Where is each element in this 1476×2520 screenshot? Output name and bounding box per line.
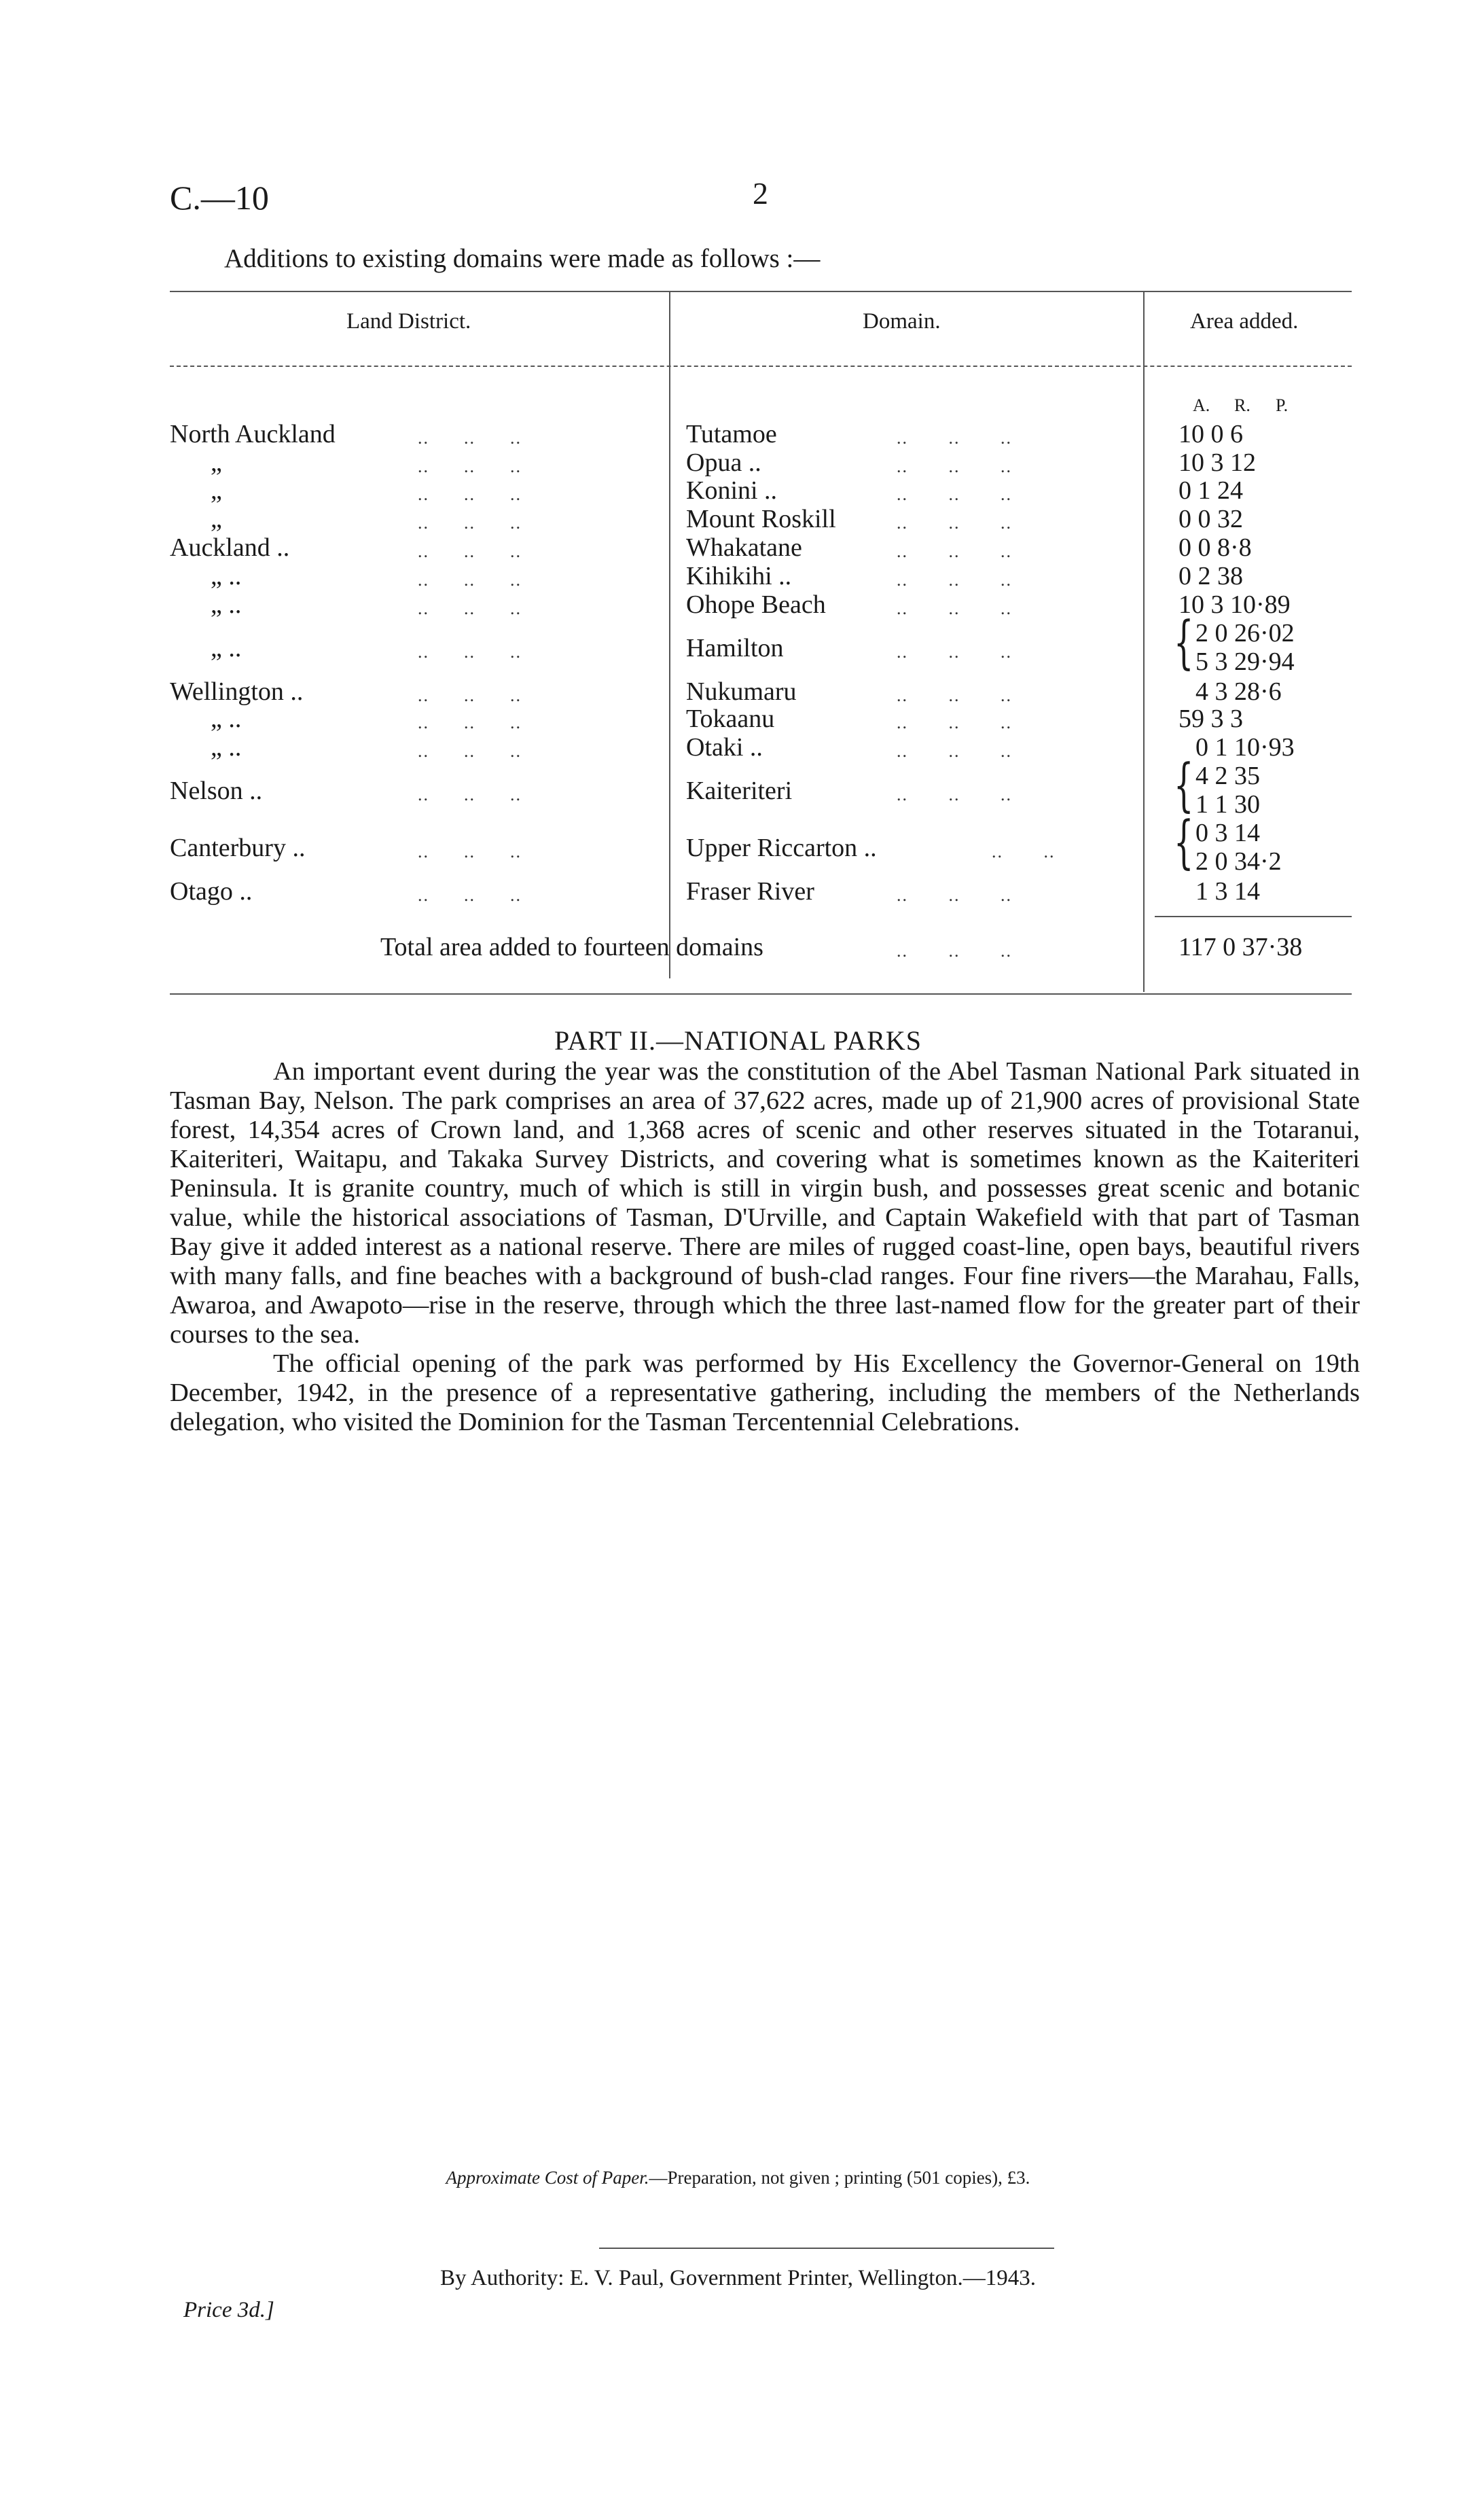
domain-cell: Kaiteriteri (686, 777, 793, 805)
leader-dots: .. .. .. (897, 513, 1012, 533)
leader-dots: .. .. .. (897, 428, 1012, 448)
paragraph: The official opening of the park was performed by His Excellency the Governor-General on 19th December, 1942, in the presence of a representative gathering, including the members of the Netherlands delegation, who visited the Dominion for the Tasman Tercentennial Celebrations. (170, 1349, 1360, 1436)
brace-icon: { (1174, 609, 1194, 675)
district-cell: „ .. (211, 733, 242, 762)
area-cell: 10 0 6 (1178, 420, 1243, 448)
district-cell: Auckland .. (170, 533, 290, 562)
page-number: 2 (753, 176, 768, 211)
area-cell: 4 3 28·6 (1195, 677, 1282, 706)
leader-dots: .. .. .. (897, 484, 1012, 504)
paragraph: An important event during the year was the constitution of the Abel Tasman National Park situated in Tasman Bay, Nelson. The park comprises an area of 37,622 acres, made up of 21,900 acres of provisional State forest, 14,354 acres of Crown land, and 1,368 acres of scenic and other reserves situated in the Totaranui, Kaiteriteri, Waitapu, and Takaka Survey Districts, and covering what is sometimes known as the Kaiteriteri Peninsula. It is granite country, much of which is still in virgin bush, and possesses great scenic and botanic value, while the historical associations of Tasman, D'Urville, and Captain Wakefield with that part of Tasman Bay give it added interest as a national reserve. There are miles of rugged coast-line, open bays, beautiful rivers with many falls, and fine beaches with a background of bush-clad ranges. Four fine rivers—the Marahau, Falls, Awaroa, and Awapoto—rise in the reserve, through which the three last-named flow for the greater part of their courses to the sea. (170, 1057, 1360, 1349)
table-top-rule (170, 291, 1352, 292)
leader-dots: .. .. .. (418, 542, 522, 561)
leader-dots: .. .. .. (418, 599, 522, 618)
area-cell: 0 2 38 (1178, 562, 1243, 590)
area-cell: 2 0 26·02 (1195, 619, 1295, 647)
leader-dots: .. .. (992, 842, 1056, 862)
header-domain: Domain. (863, 309, 941, 334)
leader-dots: .. .. .. (897, 941, 1012, 961)
domain-cell: Mount Roskill (686, 505, 836, 533)
district-cell: North Auckland (170, 420, 336, 448)
domain-cell: Tokaanu (686, 705, 775, 733)
district-cell: Nelson .. (170, 777, 263, 805)
leader-dots: .. .. .. (418, 570, 522, 590)
leader-dots: .. .. .. (897, 542, 1012, 561)
district-cell: Canterbury .. (170, 834, 306, 862)
area-cell: 0 0 32 (1178, 505, 1243, 533)
printer-authority: By Authority: E. V. Paul, Government Printer, Wellington.—1943. (440, 2266, 1036, 2290)
leader-dots: .. .. .. (418, 686, 522, 705)
table-bottom-rule (170, 993, 1352, 995)
domain-cell: Otaki .. (686, 733, 763, 762)
unit-acres: A. (1193, 395, 1210, 415)
price-note: Price 3d.] (183, 2298, 274, 2322)
section-body (170, 1057, 1360, 1437)
area-cell: 5 3 29·94 (1195, 647, 1295, 676)
cost-text: —Preparation, not given ; printing (501 copies), £3. (649, 2167, 1030, 2188)
cost-note (0, 2167, 1476, 2188)
district-cell: „ (211, 476, 222, 505)
leader-dots: .. .. .. (897, 642, 1012, 662)
domain-cell: Ohope Beach (686, 590, 826, 619)
district-cell: „ .. (211, 562, 242, 590)
leader-dots: .. .. .. (418, 885, 522, 905)
cost-label: Approximate Cost of Paper. (446, 2167, 649, 2188)
district-cell: „ (211, 505, 222, 533)
leader-dots: .. .. .. (897, 570, 1012, 590)
section-title: PART II.—NATIONAL PARKS (554, 1025, 922, 1056)
area-cell: 2 0 34·2 (1195, 847, 1282, 876)
area-cell: 10 3 12 (1178, 448, 1256, 477)
total-label: Total area added to fourteen domains (380, 933, 763, 961)
district-cell: „ .. (211, 590, 242, 619)
leader-dots: .. .. .. (418, 713, 522, 732)
leader-dots: .. .. .. (897, 741, 1012, 761)
unit-roods: R. (1234, 395, 1250, 415)
brace-icon: { (1174, 809, 1194, 875)
district-cell: „ .. (211, 634, 242, 662)
district-cell: Wellington .. (170, 677, 304, 706)
domain-cell: Opua .. (686, 448, 761, 477)
leader-dots: .. .. .. (418, 428, 522, 448)
leader-dots: .. .. .. (897, 457, 1012, 476)
leader-dots: .. .. .. (418, 785, 522, 804)
leader-dots: .. .. .. (418, 741, 522, 761)
leader-dots: .. .. .. (897, 785, 1012, 804)
domain-cell: Kihikihi .. (686, 562, 792, 590)
area-cell: 4 2 35 (1195, 762, 1260, 790)
column-divider-1 (669, 292, 670, 978)
district-cell: Otago .. (170, 877, 253, 906)
leader-dots: .. .. .. (418, 484, 522, 504)
leader-dots: .. .. .. (418, 642, 522, 662)
header-land-district: Land District. (346, 309, 471, 334)
intro-text: Additions to existing domains were made as follows :— (224, 244, 821, 273)
area-cell: 0 1 24 (1178, 476, 1243, 505)
total-value: 117 0 37·38 (1178, 933, 1303, 961)
leader-dots: .. .. .. (418, 457, 522, 476)
area-cell: 0 3 14 (1195, 819, 1260, 847)
domain-cell: Upper Riccarton .. (686, 834, 877, 862)
area-cell: 10 3 10·89 (1178, 590, 1291, 619)
domain-cell: Whakatane (686, 533, 802, 562)
brace-icon: { (1174, 751, 1194, 818)
domain-cell: Hamilton (686, 634, 784, 662)
document-reference: C.—10 (170, 179, 269, 217)
area-cell: 0 1 10·93 (1195, 733, 1295, 762)
leader-dots: .. .. .. (897, 713, 1012, 732)
leader-dots: .. .. .. (418, 513, 522, 533)
leader-dots: .. .. .. (897, 885, 1012, 905)
domain-cell: Fraser River (686, 877, 814, 906)
area-cell: 0 0 8·8 (1178, 533, 1252, 562)
domain-cell: Konini .. (686, 476, 778, 505)
area-cell: 59 3 3 (1178, 705, 1243, 733)
domain-cell: Nukumaru (686, 677, 797, 706)
district-cell: „ (211, 448, 222, 477)
area-cell: 1 1 30 (1195, 790, 1260, 819)
column-divider-2 (1143, 292, 1145, 992)
district-cell: „ .. (211, 705, 242, 733)
leader-dots: .. .. .. (897, 686, 1012, 705)
leader-dots: .. .. .. (897, 599, 1012, 618)
unit-perches: P. (1276, 395, 1289, 415)
header-area-added: Area added. (1190, 309, 1299, 334)
domain-cell: Tutamoe (686, 420, 777, 448)
footer-rule (599, 2248, 1054, 2249)
area-cell: 1 3 14 (1195, 877, 1260, 906)
table-header-rule (170, 366, 1352, 367)
leader-dots: .. .. .. (418, 842, 522, 862)
total-rule (1155, 916, 1352, 917)
